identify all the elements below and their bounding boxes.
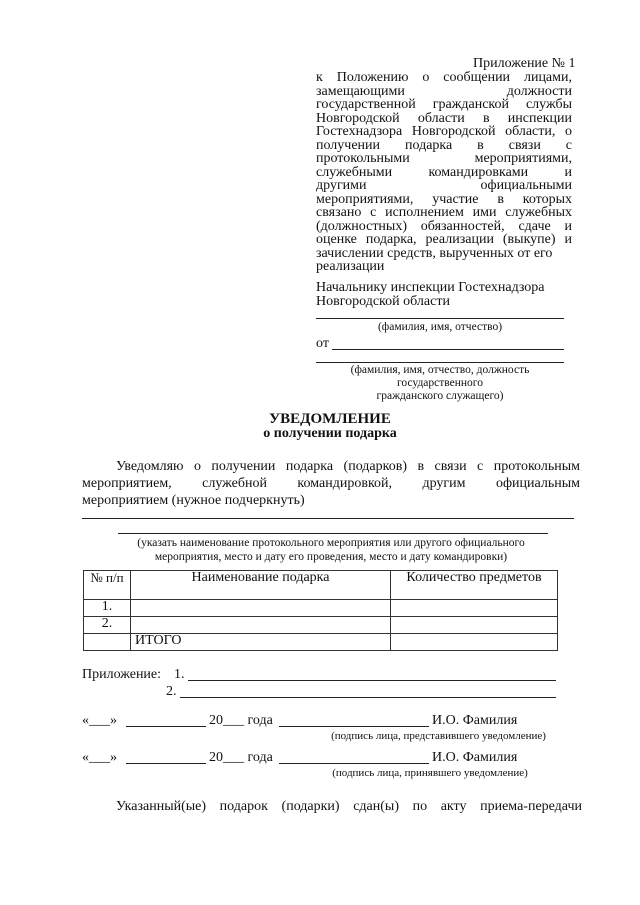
appendix-line: оценке подарка, реализации (выкупе) и (316, 232, 572, 247)
appendix-line: государственной гражданской службы (316, 97, 572, 112)
signature-line[interactable] (279, 726, 429, 727)
appendix-title: Приложение № 1 (473, 56, 576, 71)
header-quantity: Количество предметов (391, 571, 558, 600)
gifts-table (83, 570, 558, 651)
table-header-row (84, 571, 558, 600)
body-line-1: Уведомляю о получении подарка (подарков) в связи с протокольным (116, 459, 580, 474)
cell-total-label: ИТОГО (131, 634, 391, 651)
addressee-line1: Начальнику инспекции Гостехнадзора (316, 280, 545, 295)
cell-quantity[interactable] (391, 600, 558, 617)
event-line-1 (82, 518, 574, 519)
table-total-row (84, 634, 558, 651)
from-caption-2: государственного (397, 377, 483, 389)
event-caption-2: мероприятия, место и дату его проведения, место и дату командировки) (154, 551, 508, 563)
attachments-label: Приложение: (82, 667, 162, 682)
body-line-3: мероприятием (нужное подчеркнуть) (82, 493, 305, 508)
event-line-2 (118, 533, 548, 534)
header-number: № п/п (84, 571, 131, 600)
cell-number[interactable]: 1. (84, 600, 131, 617)
document-subtitle: о получении подарка (263, 426, 397, 441)
cell-number[interactable]: 2. (84, 617, 131, 634)
from-label: от (316, 336, 329, 351)
signature-caption: (подпись лица, представившего уведомление) (331, 730, 546, 742)
attachment-2-number: 2. (166, 684, 177, 699)
attachment-1-number: 1. (174, 667, 185, 682)
header-gift-name: Наименование подарка (131, 571, 391, 600)
appendix-line: получении подарка в связи с (316, 137, 572, 153)
cell-gift-name[interactable] (131, 617, 391, 634)
date-year[interactable]: 20___ года (209, 713, 273, 728)
cell-number (84, 634, 131, 651)
appendix-line: протокольными мероприятиями, (316, 151, 572, 166)
from-caption-3: гражданского служащего) (376, 390, 504, 402)
appendix-line: замещающими должности (316, 83, 572, 99)
document-title: УВЕДОМЛЕНИЕ (269, 411, 391, 427)
attachment-1-line[interactable] (188, 680, 556, 681)
from-line (332, 349, 564, 350)
cell-total-quantity[interactable] (391, 634, 558, 651)
appendix-line: служебными командировками и (316, 164, 572, 180)
date-month-line[interactable] (126, 726, 206, 727)
appendix-line: Новгородской области в инспекции (316, 110, 572, 126)
table-row (84, 600, 558, 617)
appendix-line: зачислении средств, вырученных от его (316, 245, 553, 261)
appendix-line: Гостехнадзора Новгородской области, о (316, 124, 572, 139)
footer-text: Указанный(ые) подарок (подарки) сдан(ы) по акту приема-передачи (116, 799, 582, 814)
appendix-line: другими официальными (316, 178, 572, 193)
signer-name: И.О. Фамилия (432, 713, 518, 728)
appendix-line: (должностных) обязанностей, сдаче и (316, 218, 572, 234)
from-line-2 (316, 362, 564, 363)
addressee-line2: Новгородской области (316, 294, 450, 309)
date-year[interactable]: 20___ года (209, 750, 273, 765)
date-day[interactable]: «___» (82, 750, 117, 765)
from-caption-1: (фамилия, имя, отчество, должность (350, 364, 530, 376)
addressee-caption: (фамилия, имя, отчество) (377, 321, 503, 333)
date-month-line[interactable] (126, 763, 206, 764)
appendix-line: связано с исполнением ими служебных (316, 205, 572, 220)
table-row (84, 617, 558, 634)
cell-gift-name[interactable] (131, 600, 391, 617)
body-line-2: мероприятием, служебной командировкой, другим официальным (82, 476, 580, 491)
appendix-line: мероприятиями, участие в которых (316, 191, 572, 207)
attachment-2-line[interactable] (180, 697, 556, 698)
addressee-name-line (316, 318, 564, 319)
date-day[interactable]: «___» (82, 713, 117, 728)
cell-quantity[interactable] (391, 617, 558, 634)
signature-line[interactable] (279, 763, 429, 764)
signer-name: И.О. Фамилия (432, 750, 518, 765)
appendix-line: реализации (316, 259, 385, 274)
event-caption-1: (указать наименование протокольного мероприятия или другого официального (137, 537, 525, 549)
appendix-line: к Положению о сообщении лицами, (316, 70, 572, 85)
signature-caption: (подпись лица, принявшего уведомление) (332, 767, 528, 779)
